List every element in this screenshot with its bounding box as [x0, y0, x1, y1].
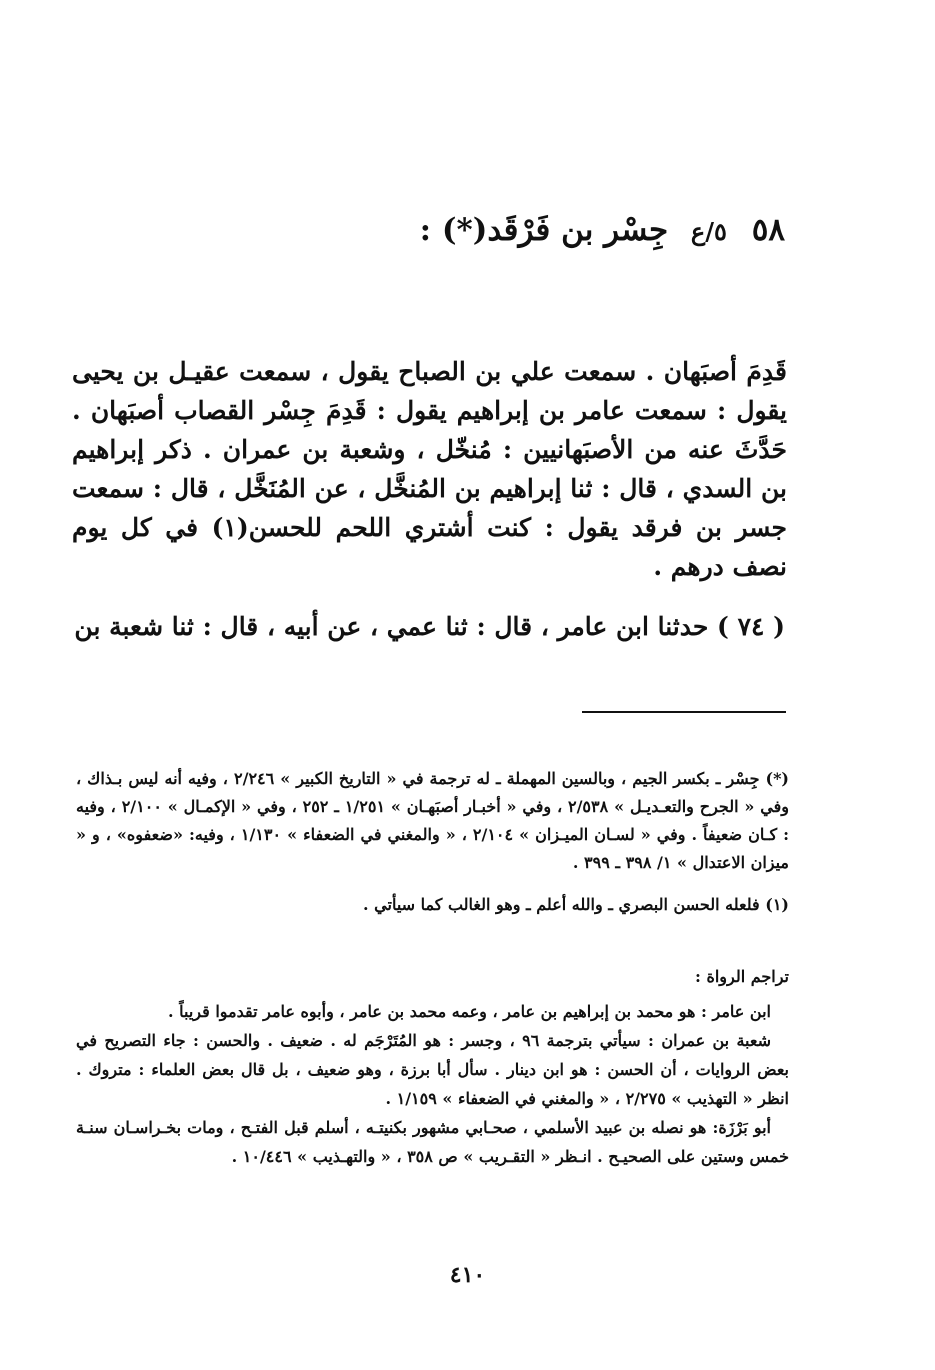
hadith-line: ( ٧٤ ) حدثنا ابن عامر ، قال : ثنا عمي ، عن أبيه ، قال : ثنا شعبة بن — [74, 612, 785, 641]
narrators-title: تراجم الرواة : — [694, 967, 789, 986]
entry-fraction: ٥/ع — [690, 217, 727, 246]
footnotes — [76, 765, 789, 919]
footnote-one: (١) فلعله الحسن البصري ـ والله أعلم ـ وهو الغالب كما سيأتي . — [363, 895, 789, 914]
narrator-entry: ابن عامر : هو محمد بن إبراهيم بن عامر ، وعمه محمد بن عامر ، وأبوه عامر تقدموا قريباً . — [167, 1002, 771, 1021]
page-number: ٤١٠ — [449, 1262, 486, 1288]
footnote-star: (*) جِسْر ـ بكسر الجيم ، وبالسين المهملة ـ له ترجمة في « التاريخ الكبير » ٢/٢٤٦ ، وفيه أنه ليس بـذاك ، وفي « الجرح والتعـديـل » ٢/٥٣٨ ، وفي « أخبـار أصبَهـان » ١/٢٥١ ـ ٢٥٢ ، وفي « الإكمـال » ٢/١٠٠ ، وفيه : كـان ضعيفاً . وفي « لسـان الميـزان » ٢/١٠٤ ، « والمغني في الضعفاء » ١/١٣٠ ، وفيه: «ضعفوه» ، و « ميزان الاعتدال » ١/ ٣٩٨ ـ ٣٩٩ . — [76, 769, 790, 872]
narrator-entry: شعبة بن عمران : سيأتي بترجمة ٩٦ ، وجسر : هو المُتَرْجَم له . ضعيف . والحسن : جاء التصريح في بعض الروايات ، أن الحسن : هو ابن دينار . سأل أبا برزة ، وهو ضعيف ، بل قال بعض العلماء : متروك . انظر « التهذيب » ٢/٢٧٥ ، « والمغني في الضعفاء » ١/١٥٩ . — [76, 1031, 789, 1108]
footnote-divider — [582, 711, 786, 713]
narrator-biographies — [76, 962, 789, 1171]
narrator-entry: أبو بَرْزَة: هو نصله بن عبيد الأسلمي ، صحـابي مشهور بكنيتـه ، أسلم قبل الفتـح ، ومات بخـراسـان سنـة خمس وستين على الصحيـح . انـظر « التقـريب » ص ٣٥٨ ، « والتهـذيب » ١٠/٤٤٦ . — [76, 1118, 789, 1166]
entry-number: ٥٨ — [751, 212, 785, 248]
entry-heading — [420, 212, 785, 248]
entry-title: جِسْر بن فَرْقَد(*) : — [419, 212, 669, 248]
body-paragraph: قَدِمَ أصبَهان . سمعت علي بن الصباح يقول ، سمعت عقيـل بن يحيى يقول : سمعت عامر بن إبراهيم يقول : قَدِمَ جِسْر القصاب أصبَهان . حَدَّثَ عنه من الأصبَهانيين : مُنخّل ، وشعبة بن عمران . ذكر إبراهيم بن السدي ، قال : ثنا إبراهيم بن المُنخَّل ، عن المُنَخَّل ، قال : سمعت جسر بن فرقد يقول : كنت أشتري اللحم للحسن(١) في كل يوم نصف درهم . — [72, 357, 788, 581]
